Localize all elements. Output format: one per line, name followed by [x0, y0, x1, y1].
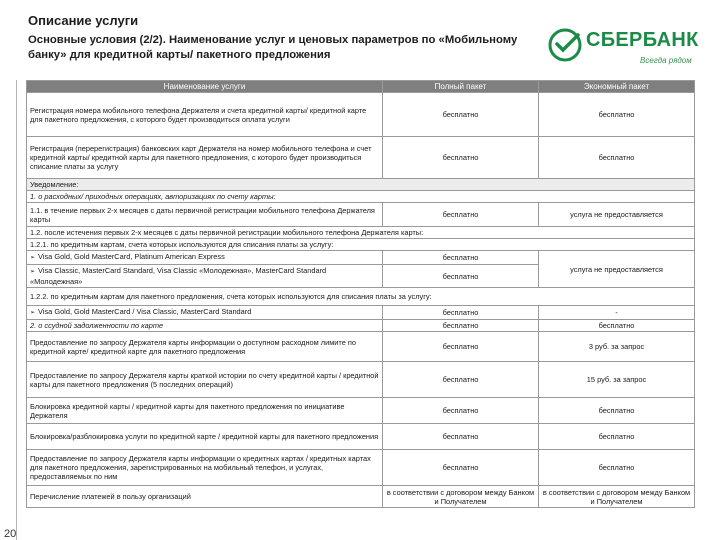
section-row: [27, 227, 695, 239]
section-credit-cards: 1.2.1. по кредитным картам, счета которых используются для списания платы за услугу:: [27, 239, 695, 251]
section-after-2-months: 1.2. после истечения первых 2-х месяцев с даты первичной регистрации мобильного телефона Держателя карты:: [27, 227, 695, 239]
table-row: [27, 398, 695, 424]
card-group-gold: ➢ Visa Gold, Gold MasterCard, Platinum American Express: [30, 252, 379, 263]
service-name: [27, 265, 383, 288]
slide-header: [0, 0, 720, 72]
table-row: [27, 306, 695, 320]
econ-price: услуга не предоставляется: [539, 203, 695, 227]
full-price: бесплатно: [383, 398, 539, 424]
slide-title: Описание услуги: [28, 13, 139, 28]
full-price: бесплатно: [383, 362, 539, 398]
col-header-service: Наименование услуги: [27, 81, 383, 93]
section-package-cards: 1.2.2. по кредитным картам для пакетного предложения, счета которых используются для списания платы за услугу:: [27, 288, 695, 306]
table-row: [27, 93, 695, 137]
service-name: Перечисление платежей в пользу организаций: [27, 486, 383, 508]
econ-price: услуга не предоставляется: [539, 251, 695, 288]
table-row: [27, 362, 695, 398]
section-row: [27, 191, 695, 203]
table-row: [27, 424, 695, 450]
sberbank-logo-icon: [548, 28, 582, 62]
card-group-package: ➢ Visa Gold, Gold MasterCard / Visa Classic, MasterCard Standard: [30, 307, 379, 318]
full-price: бесплатно: [383, 203, 539, 227]
full-price: бесплатно: [383, 306, 539, 320]
service-name: Регистрация (перерегистрация) банковских карт Держателя на номер мобильного телефона и счет кредитной карты/ кредитной карты для пакетного предложения, с которого будет производиться списание платы за услугу: [27, 137, 383, 179]
service-name: Предоставление по запросу Держателя карты информации о кредитных картах / кредитных картах для пакетного предложения, зарегистрированных на мобильный телефон, и услугах, предоставляемых по ним: [27, 450, 383, 486]
section-notice: Уведомление:: [27, 179, 695, 191]
section-row: [27, 288, 695, 306]
service-name: Предоставление по запросу Держателя карты информации о доступном расходном лимите по кредитной карте/ кредитной карте для пакетного предложения: [27, 332, 383, 362]
full-price: бесплатно: [383, 450, 539, 486]
table-header-row: [27, 81, 695, 93]
logo-slogan: Всегда рядом: [640, 56, 692, 65]
econ-price: бесплатно: [539, 93, 695, 137]
service-name: Блокировка/разблокировка услуги по кредитной карте / кредитной карты для пакетного предложения: [27, 424, 383, 450]
econ-price: бесплатно: [539, 450, 695, 486]
card-group-classic: ➢ Visa Classic, MasterCard Standard, Visa Classic «Молодежная», MasterCard Standard «Молодежная»: [30, 266, 379, 286]
sberbank-logo: [548, 28, 708, 72]
table-row: [27, 251, 695, 265]
service-name: [27, 251, 383, 265]
section-operations: 1. о расходных/ приходных операциях, авторизациях по счету карты:: [27, 191, 695, 203]
full-price: бесплатно: [383, 424, 539, 450]
tariff-table: [26, 80, 695, 508]
service-name: Предоставление по запросу Держателя карты краткой истории по счету кредитной карты / кредитной карты для пакетного предложения (5 последних операций): [27, 362, 383, 398]
econ-price: бесплатно: [539, 398, 695, 424]
econ-price: бесплатно: [539, 424, 695, 450]
full-price: бесплатно: [383, 332, 539, 362]
section-row: [27, 239, 695, 251]
table-row: [27, 332, 695, 362]
page-number: 20: [4, 528, 17, 540]
table-row: [27, 486, 695, 508]
section-row: [27, 179, 695, 191]
econ-price: 15 руб. за запрос: [539, 362, 695, 398]
logo-name: СБЕРБАНК: [586, 29, 699, 51]
slide-subtitle: Основные условия (2/2). Наименование услуг и ценовых параметров по «Мобильному банку» для кредитной карты/ пакетного предложения: [28, 34, 518, 61]
service-name: [27, 306, 383, 320]
col-header-full: Полный пакет: [383, 81, 539, 93]
table-row: [27, 320, 695, 332]
econ-price: -: [539, 306, 695, 320]
full-price: бесплатно: [383, 265, 539, 288]
full-price: бесплатно: [383, 93, 539, 137]
econ-price: бесплатно: [539, 137, 695, 179]
col-header-econ: Экономный пакет: [539, 81, 695, 93]
table-row: [27, 137, 695, 179]
full-price: бесплатно: [383, 251, 539, 265]
econ-price: бесплатно: [539, 320, 695, 332]
full-price: в соответствии с договором между Банком и Получателем: [383, 486, 539, 508]
econ-price: 3 руб. за запрос: [539, 332, 695, 362]
table-row: [27, 203, 695, 227]
left-rule: [16, 80, 17, 540]
service-name: 2. о ссудной задолженности по карте: [27, 320, 383, 332]
service-name: Блокировка кредитной карты / кредитной карты для пакетного предложения по инициативе Держателя: [27, 398, 383, 424]
full-price: бесплатно: [383, 320, 539, 332]
service-name: Регистрация номера мобильного телефона Держателя и счета кредитной карты/ кредитной карте для пакетного предложения, с которого будет производиться оплата услуги: [27, 93, 383, 137]
service-name: 1.1. в течение первых 2-х месяцев с даты первичной регистрации мобильного телефона Держателя карты: [27, 203, 383, 227]
table-row: [27, 450, 695, 486]
full-price: бесплатно: [383, 137, 539, 179]
econ-price: в соответствии с договором между Банком и Получателем: [539, 486, 695, 508]
